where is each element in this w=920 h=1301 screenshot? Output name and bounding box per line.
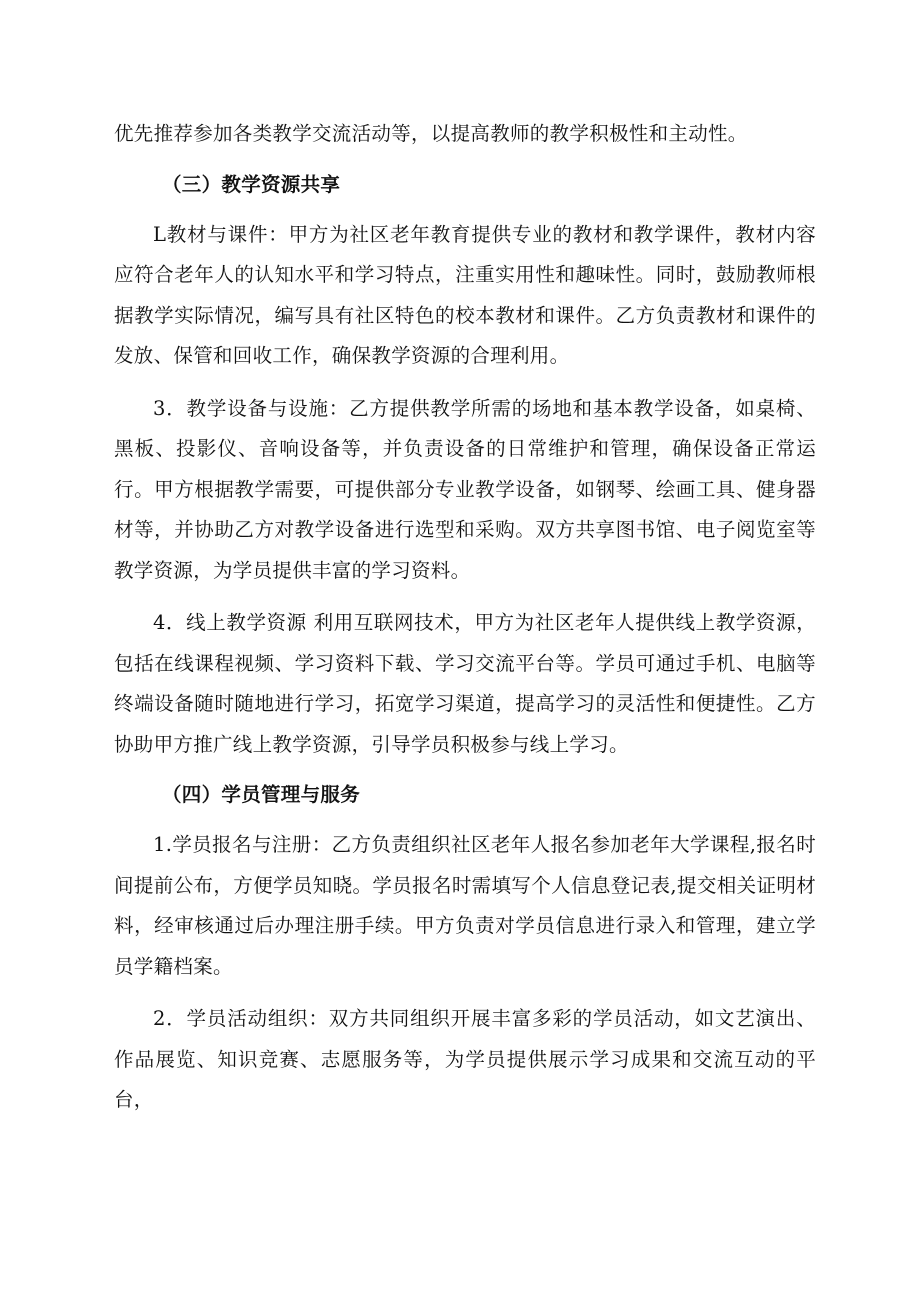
paragraph-equipment: 3．教学设备与设施：乙方提供教学所需的场地和基本教学设备，如桌椅、黑板、投影仪、音响设备等，并负责设备的日常维护和管理，确保设备正常运行。甲方根据教学需要，可提供部分专业教学设备，如钢琴、绘画工具、健身器材等，并协助乙方对教学设备进行选型和采购。双方共享图书馆、电子阅览室等教学资源，为学员提供丰富的学习资料。 <box>114 396 816 582</box>
paragraph-textbooks: L教材与课件：甲方为社区老年教育提供专业的教材和教学课件，教材内容应符合老年人的认知水平和学习特点，注重实用性和趣味性。同时，鼓励教师根据教学实际情况，编写具有社区特色的校本教材和课件。乙方负责教材和课件的发放、保管和回收工作，确保教学资源的合理利用。 <box>114 222 816 367</box>
lead-paragraph: 优先推荐参加各类教学交流活动等，以提高教师的教学积极性和主动性。 <box>114 122 748 145</box>
paragraph-registration: 1.学员报名与注册：乙方负责组织社区老年人报名参加老年大学课程,报名时间提前公布，方便学员知晓。学员报名时需填写个人信息登记表,提交相关证明材料，经审核通过后办理注册手续。甲方负责对学员信息进行录入和管理，建立学员学籍档案。 <box>114 833 816 978</box>
section-heading-teaching-resources: （三）教学资源共享 <box>162 172 341 196</box>
section-heading-student-management: （四）学员管理与服务 <box>162 783 361 806</box>
document-body <box>114 114 816 1121</box>
paragraph-online-resources: 4．线上教学资源 利用互联网技术，甲方为社区老年人提供线上教学资源，包括在线课程视频、学习资料下载、学习交流平台等。学员可通过手机、电脑等终端设备随时随地进行学习，拓宽学习渠道，提高学习的灵活性和便捷性。乙方协助甲方推广线上教学资源，引导学员积极参与线上学习。 <box>114 611 816 756</box>
paragraph-activities: 2．学员活动组织：双方共同组织开展丰富多彩的学员活动，如文艺演出、作品展览、知识竞赛、志愿服务等，为学员提供展示学习成果和交流互动的平台， <box>114 1007 816 1111</box>
